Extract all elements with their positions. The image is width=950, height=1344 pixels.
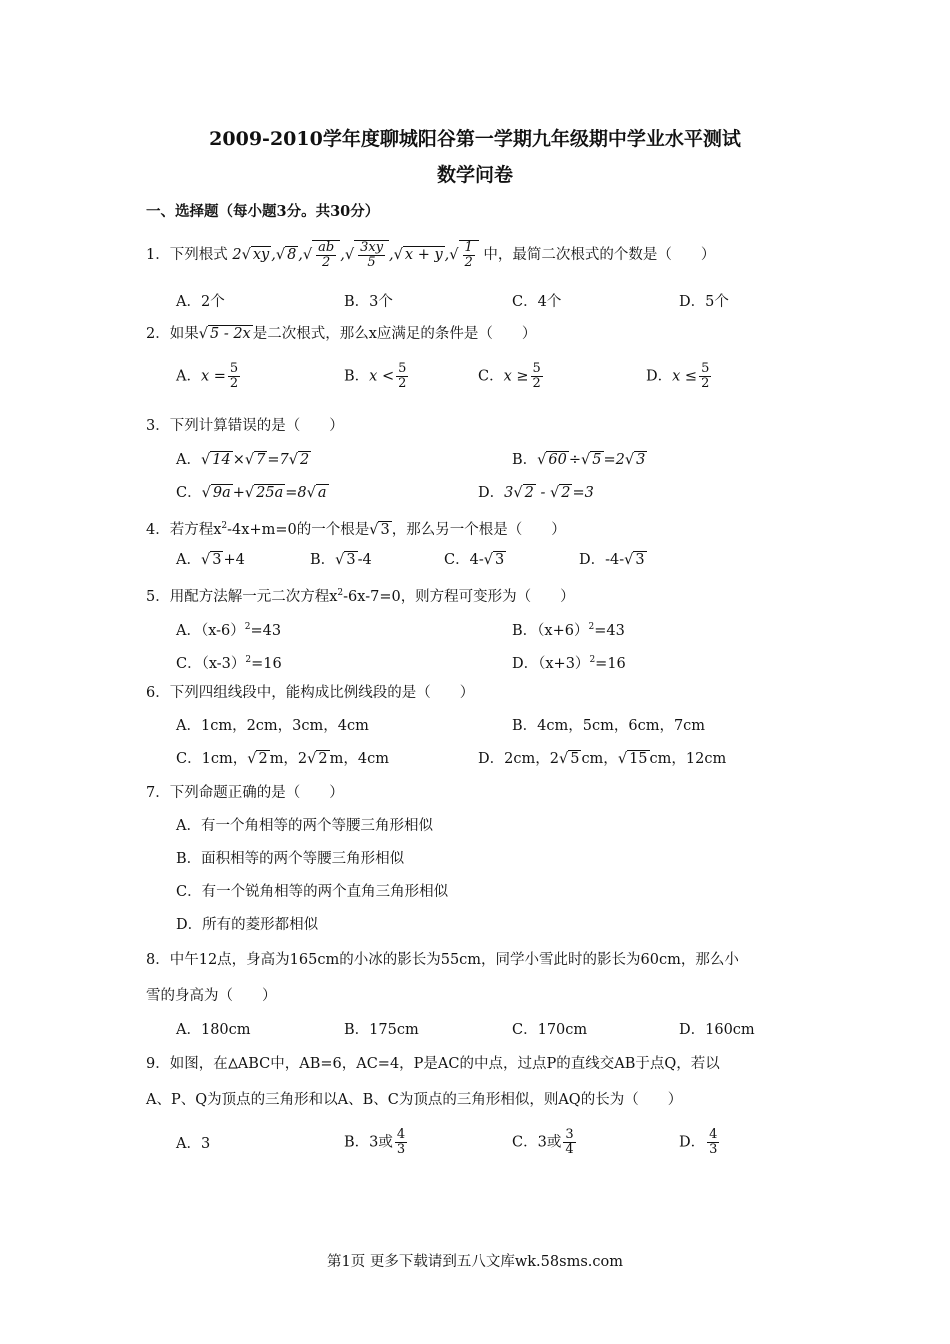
q5-option-a: A．$(x-6)^2=43$ [176,622,282,639]
question-8-stem-line2: 雪的身高为（ ） [146,988,277,1004]
q3-option-b: B．√ 60 ÷√ 5 =2√ 3 [512,452,646,468]
q2-option-d: D．x ≤ $\frac{5}{2}$ [646,361,710,391]
q8-option-a: A．180cm [176,1022,251,1038]
q9-option-d: D． $\frac{4}{3}$ [679,1127,718,1157]
q3-option-d: D．3√ 2 - √ 2 =3 [478,485,594,501]
section-heading: 一、选择题（每小题3分。共30分） [146,203,380,220]
q7-option-d: D．所有的菱形都相似 [176,917,319,933]
q5-option-b: B．$(x+6)^2=43$ [512,622,625,639]
question-1-stem: 1．下列根式 2√ xy ,√ 8 ,√ $\frac{ab}{2}$ ,√ $\frac{3xy}{5}$ ,√ x + y ,√ $\frac{1}{2}$ 中，最简二次根式的个数是（ ） [146,239,716,270]
q2-option-b: B．x < $\frac{5}{2}$ [344,361,407,391]
q5-option-d: D．$(x+3)^2=16$ [512,655,626,672]
q3-option-c: C．√ 9a +√ 25a =8√ a [176,485,327,501]
q4-option-c: C．4-√ 3 [444,552,505,568]
q1-option-b: B．3个 [344,294,393,310]
q7-option-c: C．有一个锐角相等的两个直角三角形相似 [176,884,449,900]
question-9-stem-line2: A、P、Q为顶点的三角形和以A、B、C为顶点的三角形相似，则AQ的长为（ ） [146,1092,683,1108]
triangle-icon [228,1057,238,1069]
question-3-stem: 3．下列计算错误的是（ ） [146,418,344,434]
q8-option-b: B．175cm [344,1022,419,1038]
q9-option-b: B．3或 $\frac{4}{3}$ [344,1127,406,1157]
q2-option-a: A．x = $\frac{5}{2}$ [176,361,239,391]
q9-option-c: C．3或 $\frac{3}{4}$ [512,1127,574,1157]
q1-option-d: D．5个 [679,294,729,310]
q7-option-a: A．有一个角相等的两个等腰三角形相似 [176,818,433,834]
q1-option-a: A．2个 [176,294,225,310]
q3-option-a: A．√ 14 ×√ 7 =7√ 2 [176,452,310,468]
q9-option-a: A．3 [176,1136,211,1152]
q6-option-c: C．1cm，√ 2 m，2√ 2 m，4cm [176,751,390,767]
q8-option-c: C．170cm [512,1022,588,1038]
q6-option-a: A．1cm，2cm，3cm，4cm [176,718,369,734]
question-4-stem: 4．若方程$x^2-4x+m=0$的一个根是√ 3 ，那么另一个根是（ ） [146,521,566,538]
q7-option-b: B．面积相等的两个等腰三角形相似 [176,851,405,867]
q6-option-d: D．2cm，2√ 5 cm，√ 15 cm，12cm [478,751,727,767]
question-5-stem: 5．用配方法解一元二次方程$x^2-6x-7=0$，则方程可变形为（ ） [146,588,575,605]
q4-option-b: B．√ 3 -4 [310,552,372,568]
exam-subtitle: 数学问卷 [436,164,513,186]
question-9-stem-line1: 9．如图，在 ABC中，AB=6，AC=4，P是AC的中点，过点P的直线交AB于点Q，若以 [146,1056,720,1072]
page-footer: 第1页 更多下载请到五八文库wk.58sms.com [327,1254,623,1270]
q8-option-d: D．160cm [679,1022,755,1038]
q6-option-b: B．4cm，5cm，6cm，7cm [512,718,706,734]
q4-option-d: D．-4-√ 3 [579,552,645,568]
q4-option-a: A．√ 3 +4 [176,552,245,568]
q5-option-c: C．$(x-3)^2=16$ [176,655,282,672]
q1-option-c: C．4个 [512,294,562,310]
question-8-stem-line1: 8．中午12点，身高为165cm的小冰的影长为55cm，同学小雪此时的影长为60cm，那么小 [146,952,739,968]
question-7-stem: 7．下列命题正确的是（ ） [146,785,344,801]
question-6-stem: 6．下列四组线段中，能构成比例线段的是（ ） [146,685,475,701]
q2-option-c: C．x ≥ $\frac{5}{2}$ [478,361,541,391]
question-2-stem: 2．如果√ 5 - 2x 是二次根式，那么x应满足的条件是（ ） [146,326,537,342]
exam-title: 2009-2010学年度聊城阳谷第一学期九年级期中学业水平测试 [209,128,741,150]
